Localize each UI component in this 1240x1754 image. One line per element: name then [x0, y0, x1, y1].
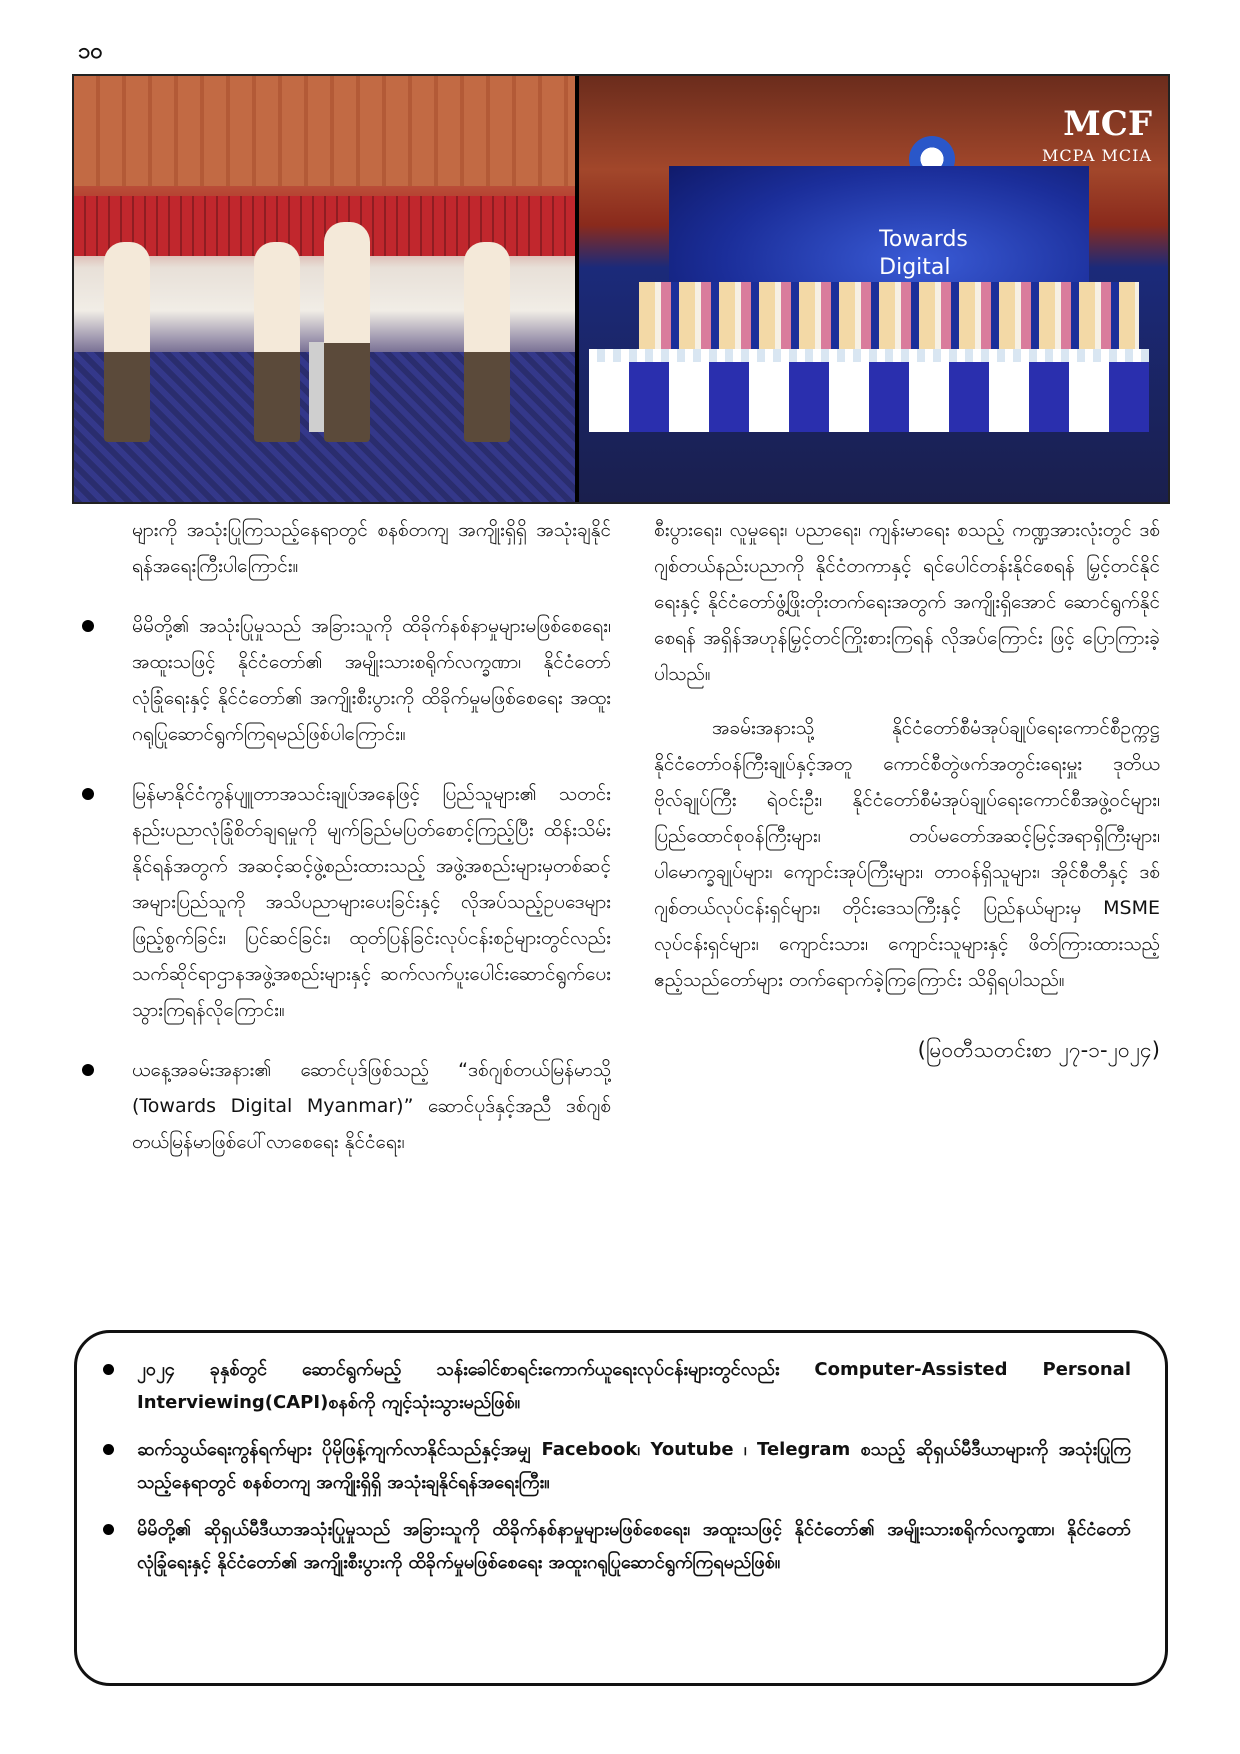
stage-sign-associations: MCPA MCIA — [1041, 146, 1152, 165]
left-intro-paragraph: များကို အသုံးပြုကြသည့်နေရာတွင် စနစ်တကျ အကျိုးရှိရှိ အသုံးချနိုင်ရန်အရေးကြီးပါကြောင်း။ — [132, 519, 611, 577]
photo-strip — [72, 74, 1170, 504]
right-paragraph: အခမ်းအနားသို့ နိုင်ငံတော်စီမံအုပ်ချုပ်ရေးကောင်စီဥက္ကဋ္ဌ နိုင်ငံတော်ဝန်ကြီးချုပ်နှင့်အတူ ကောင်စီတွဲဖက်အတွင်းရေးမှူး ဒုတိယဗိုလ်ချုပ်ကြီး ရဲဝင်းဦး၊ နိုင်ငံတော်စီမံအုပ်ချုပ်ရေးကောင်စီအဖွဲ့ဝင်များ၊ ပြည်ထောင်စုဝန်ကြီးများ၊ တပ်မတော်အဆင့်မြင့်အရာရှိကြီးများ၊ ပါမောက္ခချုပ်များ၊ ကျောင်းအုပ်ကြီးများ၊ တာဝန်ရှိသူများ၊ အိုင်စီတီနှင့် ဒစ်ဂျစ်တယ်လုပ်ငန်းရှင်များ၊ တိုင်းဒေသကြီးနှင့် ပြည်နယ်များမှ MSME လုပ်ငန်းရှင်များ၊ ကျောင်းသား၊ ကျောင်းသူများနှင့် ဖိတ်ကြားထားသည့် ဧည့်သည်တော်များ တက်ရောက်ခဲ့ကြကြောင်း သိရှိရပါသည်။ — [654, 717, 1160, 991]
attendee-figure — [464, 242, 510, 442]
photo-conference-hall — [74, 76, 575, 502]
page-number: ၁၀ — [78, 39, 103, 64]
bullet-paragraph: မြန်မာနိုင်ငံကွန်ပျူတာအသင်းချုပ်အနေဖြင့် ပြည်သူများ၏ သတင်းနည်းပညာလုံခြုံစိတ်ချရမှုကို မျက်ခြည်မပြတ်စောင့်ကြည့်ပြီး ထိန်းသိမ်းနိုင်ရန်အတွက် အဆင့်ဆင့်ဖွဲ့စည်းထားသည့် အဖွဲ့အစည်းများမှတစ်ဆင့် အများပြည်သူကို အသိပညာများပေးခြင်းနှင့် လိုအပ်သည့်ဥပဒေများ ဖြည့်စွက်ခြင်း၊ ပြင်ဆင်ခြင်း၊ ထုတ်ပြန်ခြင်းလုပ်ငန်းစဉ်များတွင်လည်း သက်ဆိုင်ရာဌာနအဖွဲ့အစည်းများနှင့် ဆက်လက်ပူးပေါင်းဆောင်ရွက်ပေးသွားကြရန်လိုကြောင်း။ — [96, 776, 611, 1028]
attendee-figure — [324, 222, 370, 442]
right-column — [654, 512, 1160, 1068]
summary-item: ဆက်သွယ်ရေးကွန်ရက်များ ပိုမိုဖြန့်ကျက်လာနိုင်သည်နှင့်အမျှ Facebook၊ Youtube ၊ Telegram စသည့် ဆိုရှယ်မီဒီယာများကို အသုံးပြုကြသည့်နေရာတွင် စနစ်တကျ အကျိုးရှိရှိ အသုံးချနိုင်ရန်အရေးကြီး။ — [137, 1433, 1131, 1499]
right-paragraph: စီးပွားရေး၊ လူမှုရေး၊ ပညာရေး၊ ကျန်းမာရေး စသည့် ကဏ္ဍအားလုံးတွင် ဒစ်ဂျစ်တယ်နည်းပညာကို နိုင်ငံတကာနှင့် ရင်ပေါင်တန်းနိုင်စေရန် မြှင့်တင်နိုင်ရေးနှင့် နိုင်ငံတော်ဖွံ့ဖြိုးတိုးတက်ရေးအတွက် အကျိုးရှိအောင် ဆောင်ရွက်နိုင်စေရန် အရှိန်အဟုန်မြှင့်တင်ကြိုးစားကြရန် လိုအပ်ကြောင်း ဖြင့် ပြောကြားခဲ့ပါသည်။ — [654, 519, 1160, 685]
summary-item: ၂၀၂၄ ခုနှစ်တွင် ဆောင်ရွက်မည့် သန်းခေါင်စာရင်းကောက်ယူရေးလုပ်ငန်းများတွင်လည်း Computer-Assisted Personal Interviewing(CAPI)စနစ်ကို ကျင့်သုံးသွားမည်ဖြစ်။ — [137, 1353, 1131, 1419]
photo-stage-event — [579, 76, 1168, 502]
source-citation: (မြဝတီသတင်းစာ ၂၇-၁-၂၀၂၄) — [917, 1038, 1160, 1062]
stage-sign-mcf: MCF — [1063, 104, 1152, 144]
bullet-paragraph: ယနေ့အခမ်းအနား၏ ဆောင်ပုဒ်ဖြစ်သည့် “ဒစ်ဂျစ်တယ်မြန်မာသို့ (Towards Digital Myanmar)” ဆောင်ပုဒ်နှင့်အညီ ဒစ်ဂျစ်တယ်မြန်မာဖြစ်ပေါ်လာစေရေး နိုင်ငံရေး၊ — [96, 1052, 611, 1160]
stage-screen-text: Towards Digital — [879, 227, 968, 280]
left-column — [96, 512, 611, 1160]
summary-item: မိမိတို့၏ ဆိုရှယ်မီဒီယာအသုံးပြုမှုသည် အခြားသူကို ထိခိုက်နစ်နာမှုများမဖြစ်စေရေး၊ အထူးသဖြင့် နိုင်ငံတော်၏ အမျိုးသားစရိုက်လက္ခဏာ၊ နိုင်ငံတော်လုံခြုံရေးနှင့် နိုင်ငံတော်၏ အကျိုးစီးပွားကို ထိခိုက်မှုမဖြစ်စေရေး အထူးဂရုပြုဆောင်ရွက်ကြရမည်ဖြစ်။ — [137, 1513, 1131, 1579]
summary-list — [137, 1353, 1131, 1579]
stage-performers — [639, 282, 1139, 352]
attendee-figure — [254, 242, 300, 442]
bullet-paragraph: မိမိတို့၏ အသုံးပြုမှုသည် အခြားသူကို ထိခိုက်နစ်နာမှုများမဖြစ်စေရေး၊ အထူးသဖြင့် နိုင်ငံတော်၏ အမျိုးသားစရိုက်လက္ခဏာ၊ နိုင်ငံတော်လုံခြုံရေးနှင့် နိုင်ငံတော်၏ အကျိုးစီးပွားကို ထိခိုက်မှုမဖြစ်စေရေး အထူးဂရုပြုဆောင်ရွက်ကြရမည်ဖြစ်ပါကြောင်း။ — [96, 608, 611, 752]
summary-box — [74, 1330, 1168, 1686]
stage-table — [589, 362, 1149, 432]
attendee-figure — [104, 242, 150, 442]
hall-ceiling — [74, 76, 575, 186]
